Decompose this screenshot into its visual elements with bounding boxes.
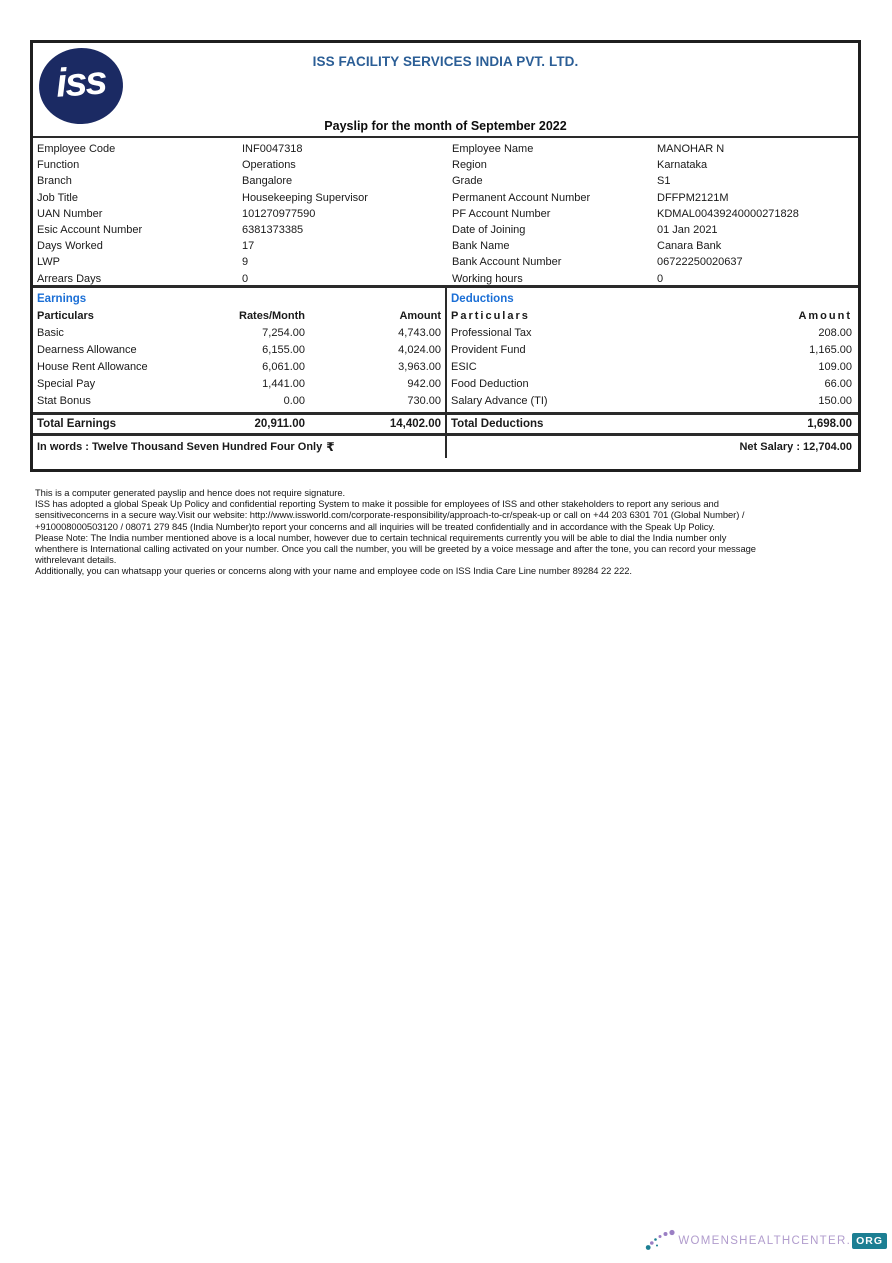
total-deductions-cell: [447, 415, 858, 433]
field-label: PF Account Number: [452, 207, 551, 220]
field-value: 101270977590: [242, 207, 316, 220]
deduction-amount: 66.00: [824, 377, 852, 390]
column-header: Particulars: [37, 309, 94, 322]
field-label: Working hours: [452, 272, 523, 285]
earning-amount: 3,963.00: [398, 360, 441, 373]
watermark: [645, 1226, 887, 1256]
earning-rate: 6,061.00: [262, 360, 305, 373]
earning-amount: 942.00: [407, 377, 441, 390]
field-value: 6381373385: [242, 224, 304, 237]
earning-rate: 0.00: [283, 394, 305, 407]
field-value: 9: [242, 256, 249, 269]
dots-swoosh-icon: [645, 1228, 677, 1254]
field-value: Karnataka: [657, 159, 708, 172]
field-value: 17: [242, 240, 255, 253]
footer-line: Please Note: The India number mentioned above is a local number, however due to certain technical requirements currently you will be able to dial the India number only: [35, 531, 727, 543]
employee-row: [37, 173, 858, 189]
field-value: S1: [657, 175, 671, 188]
totals-row: [33, 415, 858, 436]
in-words-cell: [33, 436, 447, 458]
field-value: INF0047318: [242, 143, 303, 156]
deduction-particular: Professional Tax: [451, 326, 532, 339]
field-value: 06722250020637: [657, 256, 743, 269]
field-label: LWP: [37, 256, 61, 269]
earnings-row: [37, 341, 441, 358]
field-label: Days Worked: [37, 240, 103, 253]
footer-line: Additionally, you can whatsapp your queries or concerns along with your name and employee code on ISS India Care Line number 89284 22 222.: [35, 565, 632, 577]
iss-logo-text: iss: [54, 58, 107, 106]
field-label: Esic Account Number: [37, 224, 143, 237]
employee-row: [37, 238, 858, 254]
field-value: 0: [657, 272, 664, 285]
total-earnings-cell: [33, 415, 447, 433]
footer-line: ISS has adopted a global Speak Up Policy and confidential reporting System to make it possible for employees of ISS and other stakeholders to report any serious and: [35, 498, 719, 510]
column-header: Amount: [399, 309, 441, 322]
field-label: Bank Account Number: [452, 256, 562, 269]
deduction-particular: Provident Fund: [451, 343, 526, 356]
field-label: Bank Name: [452, 240, 510, 253]
earnings-pane: [33, 288, 447, 412]
field-value: KDMAL00439240000271828: [657, 207, 799, 220]
deductions-title: Deductions: [451, 292, 514, 305]
earning-particular: Dearness Allowance: [37, 343, 137, 356]
field-label: Job Title: [37, 191, 78, 204]
net-salary-text: Net Salary : 12,704.00: [739, 441, 852, 453]
employee-row: [37, 222, 858, 238]
deductions-row: [451, 392, 852, 409]
earning-particular: House Rent Allowance: [37, 360, 148, 373]
field-label: Arrears Days: [37, 272, 102, 285]
earning-amount: 4,743.00: [398, 326, 441, 339]
earning-rate: 6,155.00: [262, 343, 305, 356]
employee-row: [37, 271, 858, 287]
earnings-header-row: [37, 307, 441, 324]
footer-line: sensitiveconcerns in a secure way.Visit our website: http://www.issworld.com/corporate-responsibility/approach-to-cr/speak-up or call on +44 203 6301 701 (Global Number) /: [35, 509, 745, 521]
employee-row: [37, 254, 858, 270]
field-value: Canara Bank: [657, 240, 722, 253]
earnings-row: [37, 324, 441, 341]
total-earnings-amount: 14,402.00: [389, 418, 441, 430]
field-label: Date of Joining: [452, 224, 526, 237]
watermark-tld-badge: ORG: [852, 1233, 887, 1249]
total-earnings-rate: 20,911.00: [254, 418, 305, 430]
footer-line: withrelevant details.: [35, 554, 117, 566]
field-label: Employee Name: [452, 143, 534, 156]
payslip-header: [33, 43, 858, 138]
column-header: Rates/Month: [239, 309, 305, 322]
earnings-title: Earnings: [37, 292, 87, 305]
deduction-particular: Food Deduction: [451, 377, 529, 390]
deductions-row: [451, 341, 852, 358]
field-value: MANOHAR N: [657, 143, 725, 156]
field-value: Operations: [242, 159, 296, 172]
earning-rate: 1,441.00: [262, 377, 305, 390]
employee-row: [37, 206, 858, 222]
deduction-amount: 109.00: [818, 360, 852, 373]
deduction-amount: 150.00: [818, 394, 852, 407]
earnings-deductions-section: [33, 288, 858, 415]
deductions-pane: [447, 288, 858, 412]
total-earnings-label: Total Earnings: [37, 418, 117, 430]
earnings-row: [37, 392, 441, 409]
field-value: Housekeeping Supervisor: [242, 191, 368, 204]
column-header: Particulars: [451, 309, 530, 322]
field-label: Branch: [37, 175, 72, 188]
field-label: UAN Number: [37, 207, 103, 220]
total-deductions-label: Total Deductions: [451, 418, 544, 430]
employee-row: [37, 157, 858, 173]
footer-line: +910008000503120 / 08071 279 845 (India Number)to report your concerns and all inquiries will be treated confidentially and in accordance with the Speak Up Policy.: [35, 520, 715, 532]
column-header: Amount: [798, 309, 852, 322]
earnings-row: [37, 375, 441, 392]
field-value: DFFPM2121M: [657, 191, 729, 204]
field-value: 01 Jan 2021: [657, 224, 718, 237]
earning-particular: Basic: [37, 326, 64, 339]
employee-row: [37, 141, 858, 157]
field-label: Grade: [452, 175, 483, 188]
earning-amount: 4,024.00: [398, 343, 441, 356]
payslip-title: Payslip for the month of September 2022: [324, 119, 567, 133]
earning-amount: 730.00: [407, 394, 441, 407]
field-value: Bangalore: [242, 175, 293, 188]
payslip-document: [30, 40, 861, 472]
earning-particular: Stat Bonus: [37, 394, 91, 407]
employee-details-section: [33, 138, 858, 288]
field-label: Permanent Account Number: [452, 191, 591, 204]
deductions-row: [451, 375, 852, 392]
deductions-row: [451, 324, 852, 341]
field-label: Region: [452, 159, 487, 172]
rupee-symbol-icon: ₹: [326, 440, 335, 454]
watermark-name: WOMENSHEALTHCENTER.: [678, 1235, 852, 1247]
earning-particular: Special Pay: [37, 377, 96, 390]
deductions-row: [451, 358, 852, 375]
field-label: Function: [37, 159, 80, 172]
deduction-amount: 1,165.00: [809, 343, 852, 356]
deductions-header-row: [451, 307, 852, 324]
footer-line: whenthere is International calling activated on your number. Once you call the number, you will be greeted by a voice message and after the tone, you can record your message: [35, 543, 756, 555]
deduction-particular: Salary Advance (TI): [451, 394, 548, 407]
net-salary-row: [33, 436, 858, 458]
field-label: Employee Code: [37, 143, 116, 156]
employee-row: [37, 190, 858, 206]
field-value: 0: [242, 272, 249, 285]
in-words-text: In words : Twelve Thousand Seven Hundred Four Only: [37, 441, 323, 453]
total-deductions-amount: 1,698.00: [807, 418, 852, 430]
net-salary-cell: [447, 436, 858, 458]
footer-disclaimer: [35, 487, 865, 577]
earning-rate: 7,254.00: [262, 326, 305, 339]
footer-line: This is a computer generated payslip and hence does not require signature.: [35, 487, 346, 498]
earnings-row: [37, 358, 441, 375]
deduction-particular: ESIC: [451, 360, 477, 373]
deduction-amount: 208.00: [818, 326, 852, 339]
company-name: ISS FACILITY SERVICES INDIA PVT. LTD.: [312, 54, 579, 69]
